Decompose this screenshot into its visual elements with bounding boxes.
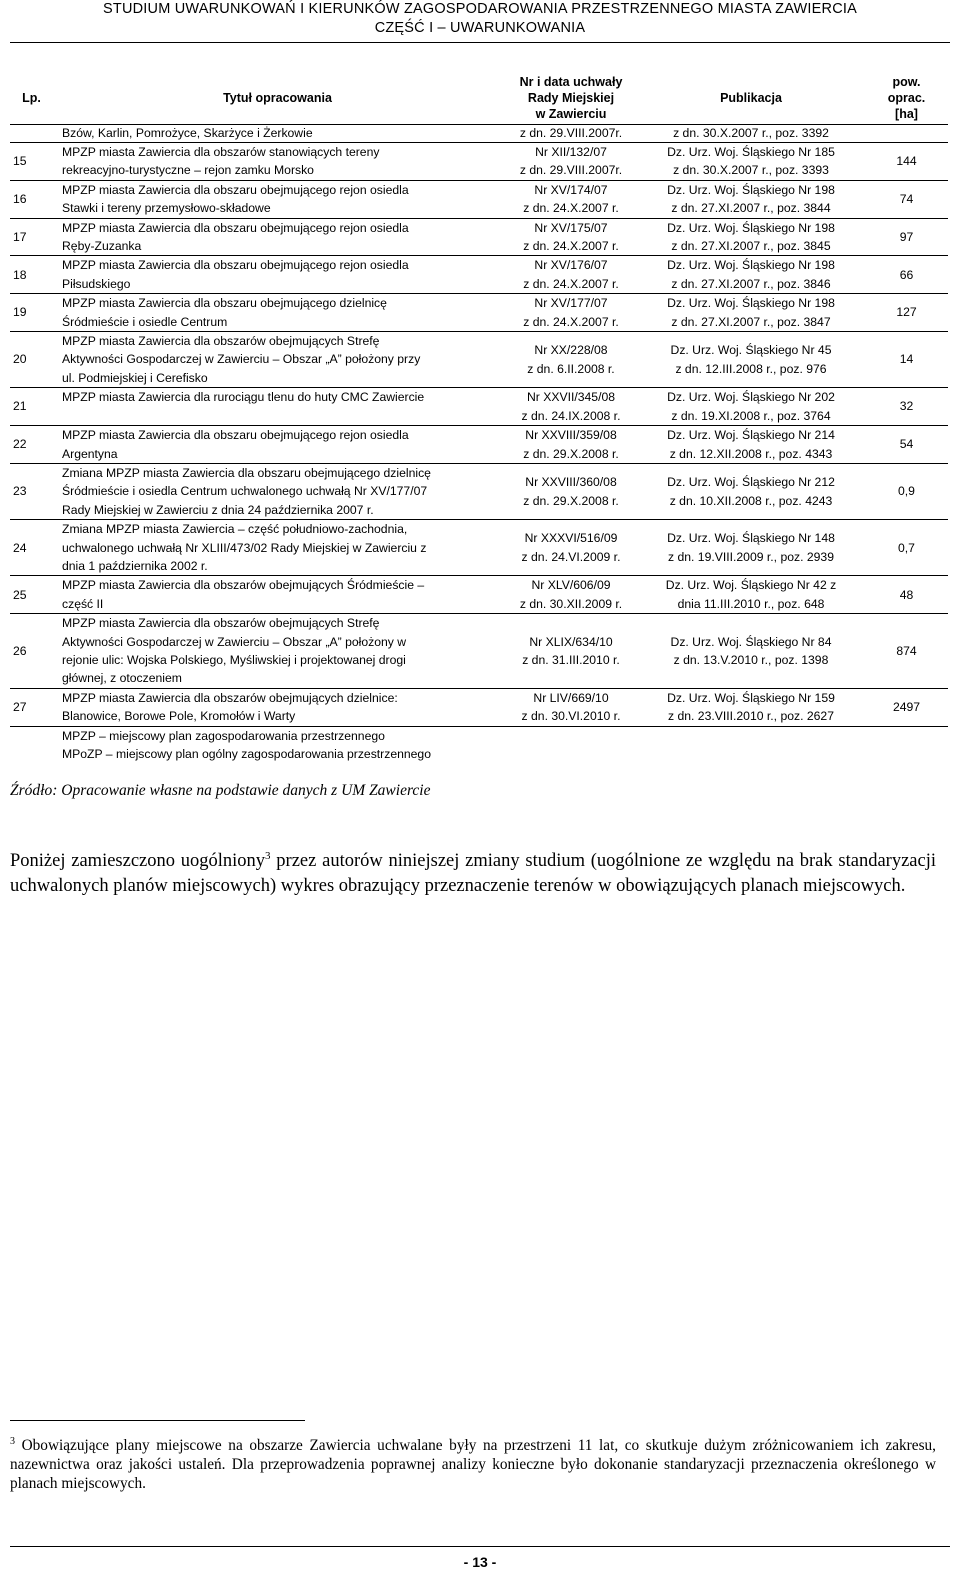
source-note: Źródło: Opracowanie własne na podstawie danych z UM Zawiercie bbox=[10, 782, 431, 799]
page-number: - 13 - bbox=[463, 1554, 497, 1570]
page-header bbox=[0, 0, 960, 38]
title-line: Blanowice, Borowe Pole, Kromołów i Warty bbox=[62, 709, 296, 724]
cell-resolution bbox=[505, 426, 637, 463]
title-line: MPZP miasta Zawiercia dla obszaru obejmującego rejon osiedla bbox=[62, 220, 409, 235]
cell-title: Bzów, Karlin, Pomrożyce, Skarżyce i Żerkowie bbox=[62, 126, 313, 140]
paragraph-text: Poniżej zamieszczono uogólniony bbox=[10, 851, 266, 872]
publication-line: Dz. Urz. Woj. Śląskiego Nr 84 bbox=[670, 634, 832, 649]
publication-line: z dn. 12.III.2008 r., poz. 976 bbox=[675, 361, 827, 376]
footnote-number: 3 bbox=[10, 1436, 15, 1447]
cell-area: 874 bbox=[896, 643, 917, 658]
publication-line: Dz. Urz. Woj. Śląskiego Nr 198 bbox=[667, 296, 835, 311]
title-line: MPZP miasta Zawiercia dla obszarów obejmujących Strefę bbox=[62, 616, 380, 631]
cell-publication bbox=[637, 464, 865, 519]
table-row bbox=[10, 520, 948, 576]
publication-line: Dz. Urz. Woj. Śląskiego Nr 185 bbox=[667, 145, 835, 159]
publication-line: z dn. 13.V.2010 r., poz. 1398 bbox=[673, 652, 829, 667]
title-line: Zmiana MPZP miasta Zawiercia dla obszaru obejmującego dzielnicę bbox=[62, 465, 431, 480]
table-row bbox=[10, 388, 948, 426]
legend-line: MPoZP – miejscowy plan ogólny zagospodarowania przestrzennego bbox=[62, 746, 431, 761]
cell-publication bbox=[637, 219, 865, 256]
title-line: MPZP miasta Zawiercia dla obszaru obejmującego rejon osiedla bbox=[62, 428, 409, 443]
resolution-line: Nr XV/175/07 bbox=[534, 220, 608, 235]
publication-line: Dz. Urz. Woj. Śląskiego Nr 148 bbox=[667, 531, 835, 546]
publication-line: z dn. 12.XII.2008 r., poz. 4343 bbox=[669, 446, 833, 461]
title-line: Rady Miejskiej w Zawierciu z dnia 24 października 2007 r. bbox=[62, 502, 374, 517]
cell-lp: 17 bbox=[13, 229, 27, 244]
cell-lp: 19 bbox=[13, 305, 27, 320]
resolution-line: z dn. 29.X.2008 r. bbox=[523, 446, 619, 461]
table-legend bbox=[10, 727, 948, 763]
cell-publication bbox=[637, 576, 865, 613]
title-line: MPZP miasta Zawiercia dla obszaru obejmującego dzielnicę bbox=[62, 296, 387, 311]
resolution-line: Nr XLIX/634/10 bbox=[529, 634, 613, 649]
resolution-line: Nr XV/176/07 bbox=[534, 258, 608, 273]
cell-title bbox=[50, 388, 505, 425]
cell-area: 32 bbox=[899, 399, 914, 414]
publication-line: Dz. Urz. Woj. Śląskiego Nr 45 bbox=[670, 343, 832, 358]
cell-resolution bbox=[505, 294, 637, 331]
cell-resolution bbox=[505, 689, 637, 726]
cell-area: 2497 bbox=[892, 699, 921, 714]
resolution-line: z dn. 24.X.2007 r. bbox=[523, 239, 619, 254]
cell-resolution bbox=[505, 219, 637, 256]
table-row bbox=[10, 294, 948, 332]
cell-title bbox=[50, 576, 505, 613]
title-line: MPZP miasta Zawiercia dla obszaru obejmującego rejon osiedla bbox=[62, 182, 409, 197]
publication-line: dnia 11.III.2010 r., poz. 648 bbox=[677, 596, 825, 611]
publication-line: Dz. Urz. Woj. Śląskiego Nr 198 bbox=[667, 258, 835, 273]
table-row bbox=[10, 143, 948, 181]
footnote-text: Obowiązujące plany miejscowe na obszarze Zawiercia uchwalane były na przestrzeni 11 lat, co skutkuje dużym zróżnicowaniem ich zakresu, nazewnictwa oraz jakości ustaleń. Dla przeprowadzenia poprawnej analizy konieczne było dokonanie standaryzacji przeznaczenia określonego w planach miejscowych. bbox=[10, 1437, 936, 1493]
publication-line: Dz. Urz. Woj. Śląskiego Nr 202 bbox=[667, 390, 835, 405]
cell-resolution bbox=[505, 143, 637, 180]
cell-resolution bbox=[505, 332, 637, 387]
resolution-line: Nr XX/228/08 bbox=[534, 343, 608, 358]
cell-publication bbox=[637, 143, 865, 180]
cell-lp: 20 bbox=[13, 352, 27, 367]
col-header-lp: Lp. bbox=[22, 90, 41, 105]
title-line: MPZP miasta Zawiercia dla rurociągu tlenu do huty CMC Zawiercie bbox=[62, 390, 425, 405]
cell-title bbox=[50, 219, 505, 256]
title-line: Aktywności Gospodarczej w Zawierciu – Obszar „A” położony przy bbox=[62, 352, 421, 367]
publication-line: Dz. Urz. Woj. Śląskiego Nr 42 z bbox=[665, 578, 837, 593]
plans-table bbox=[10, 72, 948, 763]
cell-lp: 25 bbox=[13, 587, 27, 602]
cell-resolution bbox=[505, 576, 637, 613]
cell-resolution bbox=[505, 181, 637, 218]
cell-publication bbox=[637, 256, 865, 293]
col-header-resolution-line: Rady Miejskiej bbox=[527, 90, 615, 105]
title-line: Aktywności Gospodarczej w Zawierciu – Obszar „A” położony w bbox=[62, 634, 407, 649]
table-row bbox=[10, 464, 948, 520]
col-header-resolution-line: w Zawierciu bbox=[535, 107, 607, 122]
resolution-line: z dn. 30.XII.2009 r. bbox=[519, 596, 623, 611]
cell-area: 48 bbox=[899, 587, 914, 602]
table-row bbox=[10, 576, 948, 614]
cell-title bbox=[50, 181, 505, 218]
resolution-line: Nr XXXVI/516/09 bbox=[524, 531, 618, 546]
cell-title bbox=[50, 520, 505, 575]
col-header-publication: Publikacja bbox=[720, 90, 782, 105]
resolution-line: z dn. 24.X.2007 r. bbox=[523, 201, 619, 216]
cell-lp: 24 bbox=[13, 540, 27, 555]
cell-title bbox=[50, 614, 505, 688]
header-line-1: STUDIUM UWARUNKOWAŃ I KIERUNKÓW ZAGOSPODAROWANIA PRZESTRZENNEGO MIASTA ZAWIERCIA bbox=[103, 1, 857, 17]
publication-line: z dn. 27.XI.2007 r., poz. 3847 bbox=[671, 314, 831, 329]
cell-area: 14 bbox=[899, 352, 914, 367]
title-line: dnia 1 października 2002 r. bbox=[62, 558, 208, 573]
paragraph-text: przez autorów niniejszej zmiany studium (uogólnione ze względu na brak standaryzacji uchwalonych planów miejscowych) wykres obrazujący przeznaczenie terenów w obowiązujących planach miejscowych. bbox=[10, 851, 936, 897]
table-body bbox=[10, 143, 948, 727]
title-line: MPZP miasta Zawiercia dla obszarów obejmujących Strefę bbox=[62, 334, 380, 349]
cell-publication bbox=[637, 426, 865, 463]
table-row bbox=[10, 219, 948, 257]
resolution-line: z dn. 31.III.2010 r. bbox=[522, 652, 620, 667]
table-row bbox=[10, 614, 948, 689]
cell-title bbox=[50, 332, 505, 387]
resolution-line: z dn. 29.VIII.2007r. bbox=[519, 163, 623, 178]
title-line: rekreacyjno-turystyczne – rejon zamku Morsko bbox=[62, 163, 314, 178]
table-row bbox=[10, 181, 948, 219]
header-line-2: CZĘŚĆ I – UWARUNKOWANIA bbox=[374, 20, 586, 36]
cell-publication bbox=[637, 520, 865, 575]
header-rule bbox=[10, 42, 950, 43]
resolution-line: z dn. 6.II.2008 r. bbox=[527, 361, 615, 376]
publication-line: z dn. 19.VIII.2009 r., poz. 2939 bbox=[667, 549, 834, 564]
body-paragraph bbox=[10, 844, 936, 899]
cell-publication bbox=[637, 388, 865, 425]
col-header-resolution-line: Nr i data uchwały bbox=[519, 74, 623, 89]
resolution-line: Nr XXVII/345/08 bbox=[526, 390, 616, 405]
resolution-line: z dn. 24.VI.2009 r. bbox=[521, 549, 621, 564]
publication-line: z dn. 23.VIII.2010 r., poz. 2627 bbox=[667, 709, 834, 724]
cell-resolution: z dn. 29.VIII.2007r. bbox=[519, 126, 623, 140]
cell-lp bbox=[10, 125, 50, 142]
title-line: część II bbox=[62, 596, 104, 611]
cell-publication bbox=[637, 294, 865, 331]
cell-area: 66 bbox=[899, 267, 914, 282]
publication-line: Dz. Urz. Woj. Śląskiego Nr 198 bbox=[667, 220, 835, 235]
footnote bbox=[10, 1432, 936, 1493]
resolution-line: z dn. 24.X.2007 r. bbox=[523, 314, 619, 329]
resolution-line: Nr XV/174/07 bbox=[534, 182, 608, 197]
footer-rule bbox=[10, 1546, 950, 1547]
footnote-rule bbox=[10, 1420, 305, 1421]
cell-title bbox=[50, 256, 505, 293]
cell-lp: 22 bbox=[13, 437, 27, 452]
table-row bbox=[10, 426, 948, 464]
col-header-area-line: oprac. bbox=[887, 90, 926, 105]
cell-resolution bbox=[505, 614, 637, 688]
publication-line: Dz. Urz. Woj. Śląskiego Nr 212 bbox=[667, 475, 835, 490]
cell-area: 144 bbox=[896, 154, 917, 169]
publication-line: Dz. Urz. Woj. Śląskiego Nr 198 bbox=[667, 182, 835, 197]
cell-lp: 27 bbox=[13, 699, 27, 714]
cell-lp: 18 bbox=[13, 267, 27, 282]
cell-publication bbox=[637, 332, 865, 387]
cell-title bbox=[50, 464, 505, 519]
title-line: rejonie ulic: Wojska Polskiego, Myśliwskiej i projektowanej drogi bbox=[62, 652, 406, 667]
table-row bbox=[10, 332, 948, 388]
cell-publication: z dn. 30.X.2007 r., poz. 3392 bbox=[673, 126, 829, 140]
cell-publication bbox=[637, 689, 865, 726]
resolution-line: z dn. 30.VI.2010 r. bbox=[521, 709, 621, 724]
cell-area: 74 bbox=[899, 192, 914, 207]
table-header-row bbox=[10, 72, 948, 125]
resolution-line: Nr XV/177/07 bbox=[534, 296, 608, 311]
cell-publication bbox=[637, 614, 865, 688]
resolution-line: Nr XII/132/07 bbox=[535, 145, 607, 159]
title-line: MPZP miasta Zawiercia dla obszarów obejmujących Śródmieście – bbox=[62, 578, 425, 593]
cell-title bbox=[50, 143, 505, 180]
title-line: Piłsudskiego bbox=[62, 276, 131, 291]
col-header-area-line: [ha] bbox=[895, 107, 918, 122]
cell-lp: 15 bbox=[13, 154, 27, 169]
resolution-line: Nr XLV/606/09 bbox=[531, 578, 611, 593]
resolution-line: Nr XXVIII/359/08 bbox=[525, 428, 617, 443]
cell-lp: 26 bbox=[13, 643, 27, 658]
footnote-ref: 3 bbox=[265, 850, 271, 862]
title-line: Zmiana MPZP miasta Zawiercia – część południowo-zachodnia, bbox=[62, 522, 408, 537]
cell-publication bbox=[637, 181, 865, 218]
cell-area: 97 bbox=[899, 229, 914, 244]
title-line: Argentyna bbox=[62, 446, 118, 461]
title-line: MPZP miasta Zawiercia dla obszaru obejmującego rejon osiedla bbox=[62, 258, 409, 273]
resolution-line: Nr LIV/669/10 bbox=[533, 690, 609, 705]
col-header-resolution bbox=[505, 72, 637, 124]
resolution-line: z dn. 24.X.2007 r. bbox=[523, 276, 619, 291]
cell-resolution bbox=[505, 464, 637, 519]
cell-area: 54 bbox=[899, 437, 914, 452]
table-row-carry bbox=[10, 125, 948, 143]
table-row bbox=[10, 689, 948, 727]
title-line: Stawki i tereny przemysłowo-składowe bbox=[62, 201, 271, 216]
col-header-area-line: pow. bbox=[892, 74, 921, 89]
resolution-line: Nr XXVIII/360/08 bbox=[525, 475, 617, 490]
cell-lp: 21 bbox=[13, 399, 27, 414]
title-line: Śródmieście i osiedla Centrum uchwalonego uchwałą Nr XV/177/07 bbox=[62, 484, 428, 499]
title-line: MPZP miasta Zawiercia dla obszarów stanowiących tereny bbox=[62, 145, 380, 159]
cell-area bbox=[865, 125, 948, 142]
title-line: uchwalonego uchwałą Nr XLIII/473/02 Rady Miejskiej w Zawierciu z bbox=[62, 540, 427, 555]
legend-line: MPZP – miejscowy plan zagospodarowania przestrzennego bbox=[62, 728, 385, 743]
publication-line: z dn. 30.X.2007 r., poz. 3393 bbox=[673, 163, 829, 178]
cell-resolution bbox=[505, 256, 637, 293]
cell-resolution bbox=[505, 388, 637, 425]
title-line: głównej, z otoczeniem bbox=[62, 671, 182, 686]
cell-lp: 23 bbox=[13, 484, 27, 499]
publication-line: Dz. Urz. Woj. Śląskiego Nr 159 bbox=[667, 690, 835, 705]
resolution-line: z dn. 29.X.2008 r. bbox=[523, 493, 619, 508]
cell-lp: 16 bbox=[13, 192, 27, 207]
cell-area: 0,9 bbox=[898, 484, 915, 499]
cell-title bbox=[50, 689, 505, 726]
publication-line: z dn. 27.XI.2007 r., poz. 3846 bbox=[671, 276, 831, 291]
cell-area: 0,7 bbox=[898, 540, 915, 555]
table-row bbox=[10, 256, 948, 294]
publication-line: z dn. 10.XII.2008 r., poz. 4243 bbox=[669, 493, 833, 508]
publication-line: z dn. 19.XI.2008 r., poz. 3764 bbox=[671, 408, 831, 423]
title-line: ul. Podmiejskiej i Cerefisko bbox=[62, 370, 208, 385]
cell-title bbox=[50, 294, 505, 331]
cell-area: 127 bbox=[896, 305, 917, 320]
title-line: MPZP miasta Zawiercia dla obszarów obejmujących dzielnice: bbox=[62, 690, 398, 705]
resolution-line: z dn. 24.IX.2008 r. bbox=[521, 408, 621, 423]
cell-title bbox=[50, 426, 505, 463]
publication-line: z dn. 27.XI.2007 r., poz. 3845 bbox=[671, 239, 831, 254]
publication-line: Dz. Urz. Woj. Śląskiego Nr 214 bbox=[667, 428, 835, 443]
cell-resolution bbox=[505, 520, 637, 575]
title-line: Śródmieście i osiedle Centrum bbox=[62, 314, 228, 329]
col-header-area bbox=[865, 72, 948, 124]
publication-line: z dn. 27.XI.2007 r., poz. 3844 bbox=[671, 201, 831, 216]
title-line: Ręby-Zuzanka bbox=[62, 239, 142, 254]
col-header-title: Tytuł opracowania bbox=[223, 90, 332, 105]
